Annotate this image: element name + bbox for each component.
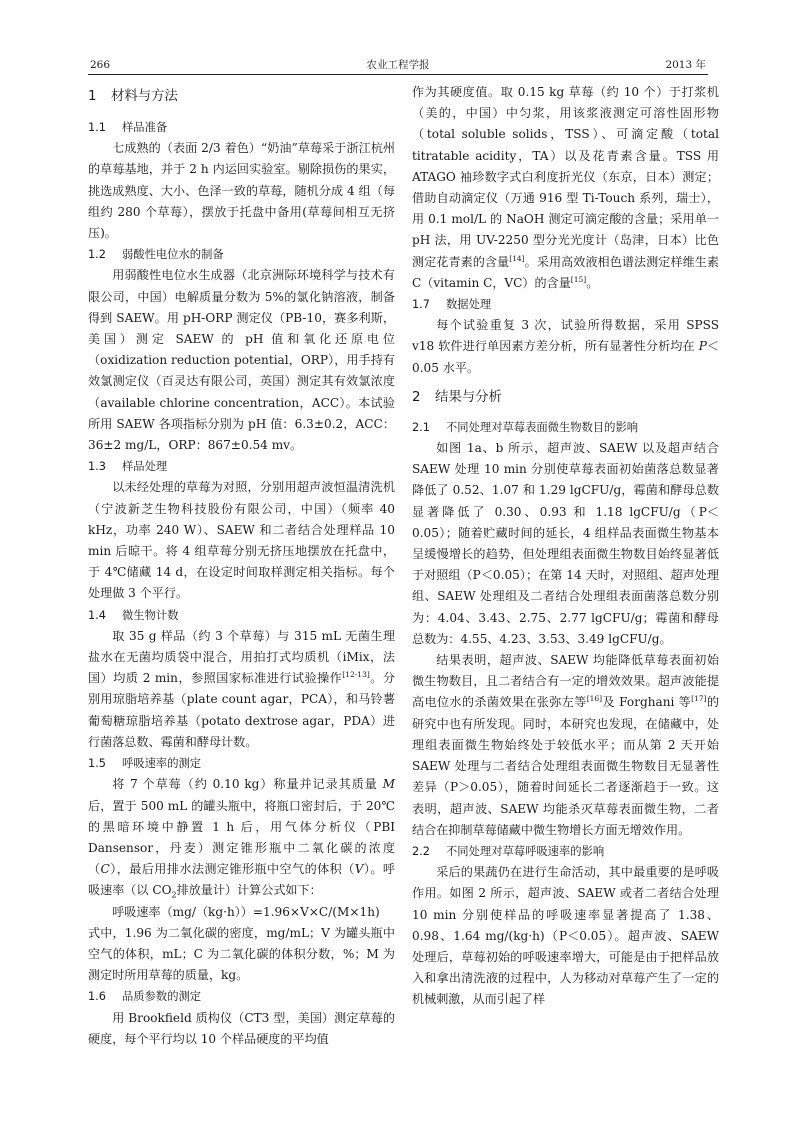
paragraph-sample-preparation: 七成熟的（表面 2/3 着色）“奶油”草莓采于浙江杭州的草莓基地，并于 2 h 内运回实验室。剔除损伤的果实，挑选成熟度、大小、色泽一致的草莓，随机分成 4 组（每组约 280 个草莓），摆放于托盘中备用(草莓间相互无挤压)。 <box>88 141 395 241</box>
text-run: 的研究中也有所发现。同时，本研究也发现，在储藏中，处理组表面微生物始终处于较低水平；而从第 2 天开始 SAEW 处理与二者结合处理组表面微生物数目无显著性差异（P＞0.05），随着时间延长二者逐渐趋于一致。这表明，超声波、SAEW 均能杀灭草莓表面微生物，二者结合在抑制草莓储藏中微生物增长方面无增效作用。 <box>412 695 719 837</box>
paragraph-data-processing <box>412 315 719 379</box>
text-run: 每个试验重复 3 次，试验所得数据，采用 SPSS v18 软件进行单因素方差分析，所有显著性分析均在 <box>412 318 719 354</box>
text-run: 取 35 g 样品（约 3 个草莓）与 315 mL 无菌生理盐水在无菌均质袋中混合，用拍打式均质机（iMix，法国）均质 2 min，参照国家标准进行试验操作 <box>88 628 395 686</box>
variable-V: V <box>354 862 364 877</box>
text-run: 。采用高效液相色谱法测定样维生素 C（vitamin C，VC）的含量 <box>412 254 719 290</box>
text-run: 及 Forghani 等 <box>602 695 692 710</box>
variable-M: M <box>382 777 395 792</box>
subsection-heading-saew-preparation <box>88 244 395 265</box>
variable-C: C <box>100 862 110 877</box>
subsection-heading-respiration-effect <box>412 841 719 862</box>
running-header <box>90 57 706 73</box>
paragraph-quality-parameters-cont <box>412 82 719 294</box>
section-number: 2 <box>412 389 421 405</box>
subsection-title: 品质参数的测定 <box>122 990 202 1004</box>
text-run: 。分别用琼脂培养基（plate count agar，PCA），和马铃薯葡萄糖琼脂培养基（potato dextrose agar，PDA）进行菌落总数、霉菌和酵母计数。 <box>88 671 395 749</box>
subsection-title: 数据处理 <box>446 298 492 312</box>
paragraph-microbial-count <box>88 626 395 753</box>
paragraph-quality-parameters: 用 Brookfield 质构仪（CT3 型，美国）测定草莓的硬度，每个平行均以 10 个样品硬度的平均值 <box>88 1010 395 1046</box>
text-run: 后，置于 500 mL 的罐头瓶中，将瓶口密封后，于 20℃的黑暗环境中静置 1 h 后，用气体分析仪（PBI Dansensor，丹麦）测定锥形瓶中二氧化碳的浓度（ <box>88 798 395 877</box>
text-run: 排放量计）计算公式如下： <box>176 883 322 898</box>
citation-ref: [12-13] <box>342 670 370 680</box>
section-title: 材料与方法 <box>111 89 178 104</box>
section-title: 结果与分析 <box>435 389 502 405</box>
paragraph-microbial-results: 如图 1a、b 所示，超声波、SAEW 以及超声结合 SAEW 处理 10 min 分别使草莓表面初始菌落总数显著降低了 0.52、1.07 和 1.29 lgCFU/g，霉菌和酵母总数显著降低了 0.30、0.93 和 1.18 lgCFU/g（P＜0.05）；随着贮藏时间的延长，4 组样品表面微生物基本呈缓慢增长的趋势，但处理组表面微生物数目始终显著低于对照组（P＜0.05）；在第 14 天时，对照组、超声处理组、SAEW 处理组及二者结合处理组表面菌落总数分别为：4.04、3.43、2.75、2.77 lgCFU/g；霉菌和酵母总数为：4.55、4.23、3.53、3.49 lgCFU/g。 <box>412 441 719 646</box>
paragraph-sample-treatment: 以未经处理的草莓为对照，分别用超声波恒温清洗机（宁波新芝生物科技股份有限公司，中国）（频率 40 kHz，功率 240 W）、SAEW 和二者结合处理样品 10 min 后晾干。将 4 组草莓分别无挤压地摆放在托盘中，于 4℃储藏 14 d，在设定时间取样测定相关指标。每个处理做 3 个平行。 <box>88 480 395 601</box>
subsection-heading-respiration-rate <box>88 753 395 774</box>
subsection-number: 1.1 <box>88 121 106 134</box>
paragraph-formula-explanation: 式中，1.96 为二氧化碳的密度，mg/mL；V 为罐头瓶中空气的体积，mL；C 为二氧化碳的体积分数，%；M 为测定时所用草莓的质量，kg。 <box>88 925 395 983</box>
subsection-number: 1.6 <box>88 990 106 1004</box>
paragraph-microbial-discussion <box>412 650 719 841</box>
citation-ref: [14] <box>509 253 525 263</box>
paragraph-respiration-method <box>88 774 395 901</box>
subsection-number: 1.3 <box>88 460 106 474</box>
citation-ref: [16] <box>586 694 603 704</box>
text-run: 作为其硬度值。取 0.15 kg 草莓（约 10 个）于打浆机（美的，中国）中匀浆，用该浆液测定可溶性固形物（total soluble solids，TSS）、可滴定酸（total titratable acidity，TA）以及花青素含量。TSS 用 ATAGO 袖珍数字式白利度折光仪（东京，日本）测定；借助自动滴定仪（万通 916 型 Ti-Touch 系列，瑞士），用 0.1 mol/L 的 NaOH 测定可滴定酸的含量；采用单一pH 法，用 UV-2250 型分光光度计（岛津，日本）比色测定花青素的含量 <box>412 85 719 269</box>
subsection-number: 1.2 <box>88 248 106 262</box>
section-heading-materials-methods <box>88 86 395 107</box>
respiration-formula: 呼吸速率（mg/（kg·h））=1.96×V×C/(M×1h) <box>112 904 380 919</box>
subsection-number: 2.1 <box>412 420 430 434</box>
subsection-heading-microbial-effect <box>412 417 719 438</box>
section-heading-results <box>412 387 719 408</box>
paragraph-saew-preparation: 用弱酸性电位水生成器（北京洲际环境科学与技术有限公司，中国）电解质量分数为 5%的氯化钠溶液，制备得到 SAEW。用 pH-ORP 测定仪（PB-10，赛多利斯，美国）测定 SAEW 的 pH 值和氧化还原电位（oxidization reduction potential，ORP），用手持有效氯测定仪（百灵达有限公司，英国）测定其有效氯浓度（available chlorine concentration，ACC）。本试验所用 SAEW 各项指标分别为 pH 值：6.3±0.2，ACC：36±2 mg/L，ORP：867±0.54 mv。 <box>88 268 395 453</box>
text-run: 。 <box>586 275 599 290</box>
page-number: 266 <box>90 59 111 71</box>
subsection-number: 1.7 <box>412 298 430 312</box>
publication-year: 2013 年 <box>665 59 706 71</box>
subsection-title: 不同处理对草莓表面微生物数目的影响 <box>446 420 639 434</box>
subsection-title: 呼吸速率的测定 <box>122 757 202 771</box>
subsection-heading-microbial-count <box>88 605 395 626</box>
subsection-title: 弱酸性电位水的制备 <box>122 248 224 262</box>
text-run: 将 7 个草莓（约 0.10 kg）称量并记录其质量 <box>112 777 383 792</box>
subsection-heading-sample-preparation <box>88 117 395 138</box>
subsection-title: 样品处理 <box>122 460 168 474</box>
variable-P: P <box>698 339 707 354</box>
subsection-heading-data-processing <box>412 294 719 315</box>
subsection-heading-quality-parameters <box>88 986 395 1007</box>
subsection-title: 样品准备 <box>122 121 168 134</box>
citation-ref: [17] <box>691 694 707 704</box>
subsection-number: 2.2 <box>412 844 430 858</box>
text-run: 结果表明，超声波、SAEW 均能降低草莓表面初始微生物数目，且二者结合有一定的增效效果。超声波能提高电位水的杀菌效果在张弥左等 <box>412 653 719 710</box>
text-run: ）。呼吸速率（以 CO <box>88 862 395 898</box>
left-column <box>88 82 395 1050</box>
header-rule <box>88 74 708 75</box>
journal-title: 农业工程学报 <box>366 59 430 71</box>
subsection-number: 1.5 <box>88 757 106 771</box>
paragraph-respiration-results: 采后的果蔬仍在进行生命活动，其中最重要的是呼吸作用。如图 2 所示，超声波、SAEW 或者二者结合处理 10 min 分别使样品的呼吸速率显著提高了 1.38、0.98、1.64 mg/(kg·h)（P＜0.05）。超声波、SAEW 处理后，草莓初始的呼吸速率增大，可能是由于把样品放入和拿出清洗液的过程中，人为移动对草莓产生了一定的机械刺激，从而引起了样 <box>412 865 719 1007</box>
text-run: ），最后用排水法测定锥形瓶中空气的体积（ <box>109 862 355 877</box>
subsection-heading-sample-treatment <box>88 456 395 477</box>
subsection-number: 1.4 <box>88 608 106 622</box>
text-run: ＜0.05 水平。 <box>412 339 719 375</box>
citation-ref: [15] <box>570 274 587 284</box>
right-column <box>412 82 719 1011</box>
subscript: 2 <box>171 890 177 900</box>
subsection-title: 微生物计数 <box>122 608 179 622</box>
section-number: 1 <box>88 89 97 104</box>
subsection-title: 不同处理对草莓呼吸速率的影响 <box>446 844 605 858</box>
